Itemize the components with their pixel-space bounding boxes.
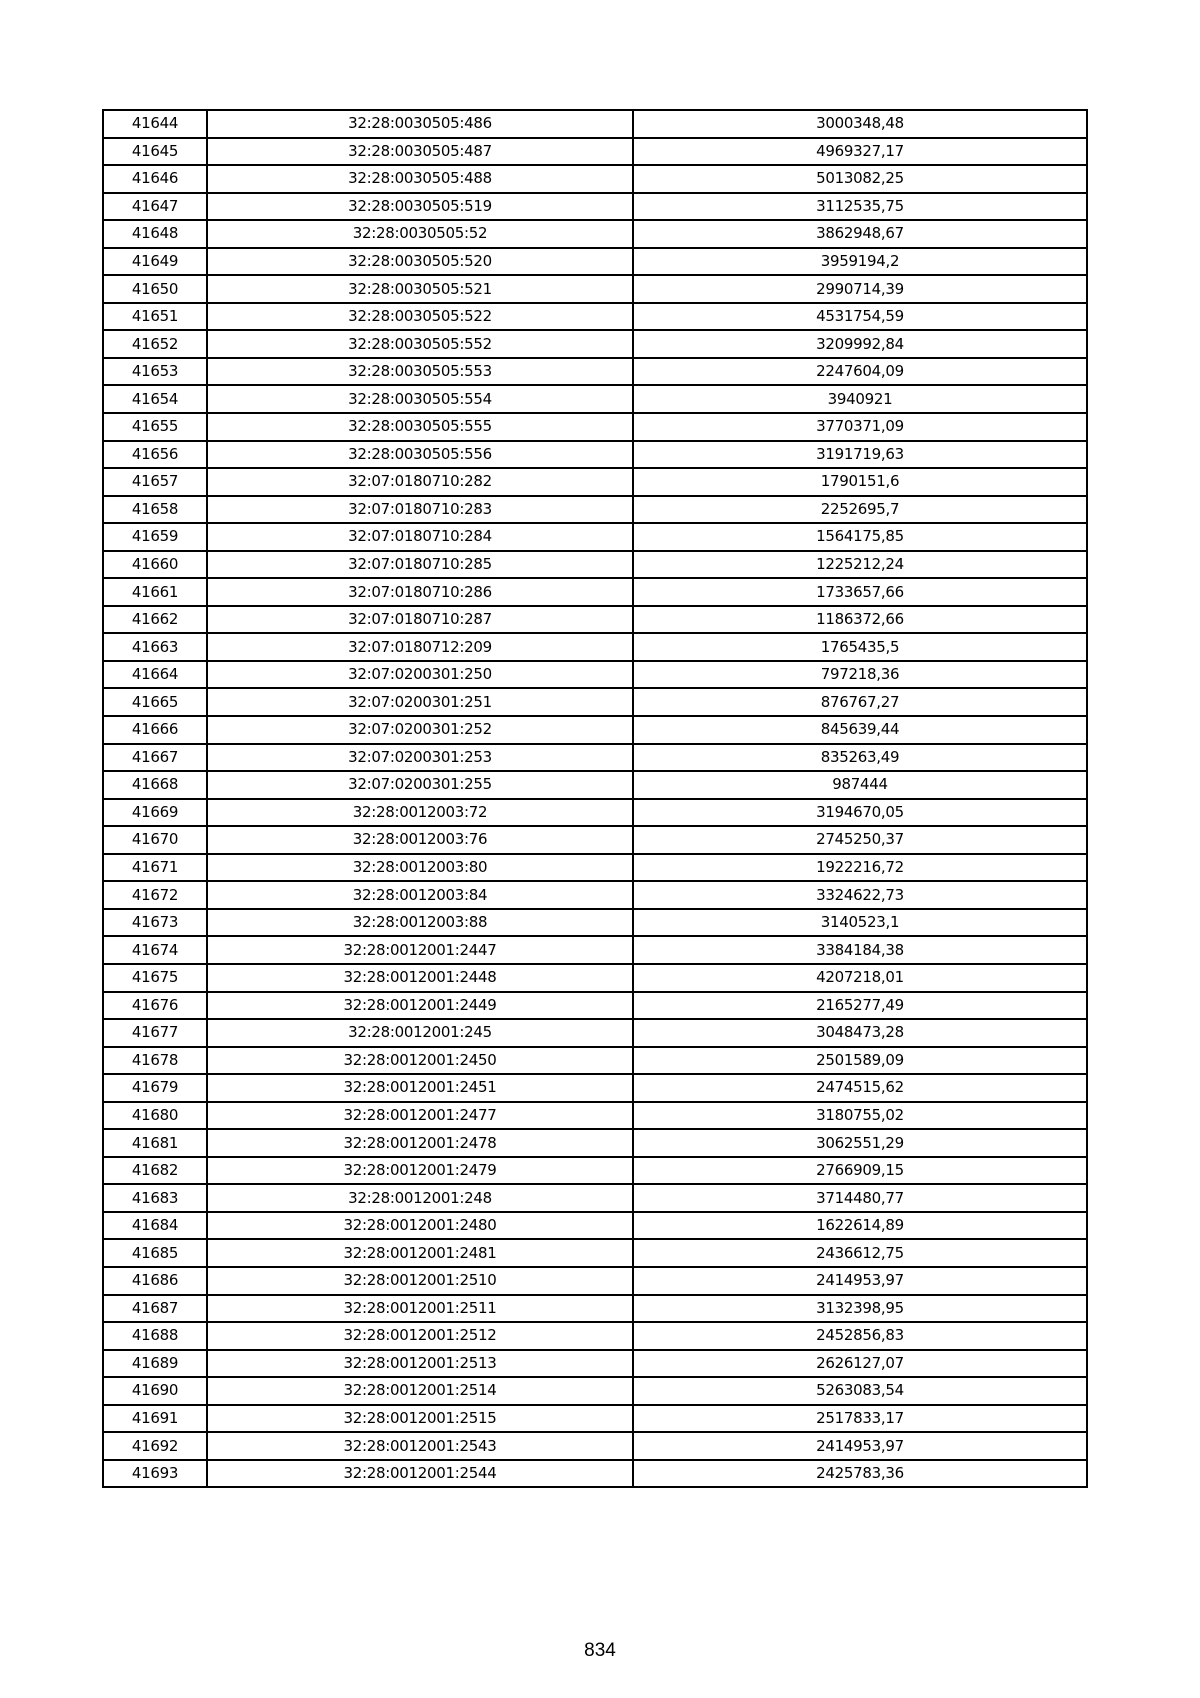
table-row — [103, 330, 1087, 358]
row-number-cell: 41672 — [103, 881, 207, 909]
cadastral-number-cell: 32:28:0012001:2511 — [207, 1295, 633, 1323]
cadastral-value-cell: 3191719,63 — [633, 441, 1087, 469]
cadastral-value-cell: 4531754,59 — [633, 303, 1087, 331]
row-number-cell: 41648 — [103, 220, 207, 248]
cadastral-value-cell: 876767,27 — [633, 688, 1087, 716]
cadastral-number-cell: 32:07:0200301:252 — [207, 716, 633, 744]
table-row — [103, 1432, 1087, 1460]
cadastral-value-cell: 1225212,24 — [633, 551, 1087, 579]
cadastral-number-cell: 32:28:0012001:2451 — [207, 1074, 633, 1102]
cadastral-number-cell: 32:07:0180710:286 — [207, 578, 633, 606]
row-number-cell: 41677 — [103, 1019, 207, 1047]
row-number-cell: 41667 — [103, 744, 207, 772]
cadastral-value-cell: 2501589,09 — [633, 1047, 1087, 1075]
row-number-cell: 41653 — [103, 358, 207, 386]
row-number-cell: 41685 — [103, 1239, 207, 1267]
table-row — [103, 854, 1087, 882]
row-number-cell: 41673 — [103, 909, 207, 937]
cadastral-number-cell: 32:07:0200301:250 — [207, 661, 633, 689]
row-number-cell: 41676 — [103, 992, 207, 1020]
row-number-cell: 41657 — [103, 468, 207, 496]
cadastral-value-cell: 797218,36 — [633, 661, 1087, 689]
cadastral-value-cell: 1186372,66 — [633, 606, 1087, 634]
cadastral-number-cell: 32:28:0030505:553 — [207, 358, 633, 386]
row-number-cell: 41661 — [103, 578, 207, 606]
table-row — [103, 606, 1087, 634]
cadastral-value-cell: 3324622,73 — [633, 881, 1087, 909]
table-row — [103, 193, 1087, 221]
cadastral-value-cell: 1733657,66 — [633, 578, 1087, 606]
cadastral-value-cell: 3048473,28 — [633, 1019, 1087, 1047]
cadastral-number-cell: 32:07:0200301:251 — [207, 688, 633, 716]
row-number-cell: 41666 — [103, 716, 207, 744]
cadastral-value-cell: 3862948,67 — [633, 220, 1087, 248]
row-number-cell: 41682 — [103, 1157, 207, 1185]
table-row — [103, 1460, 1087, 1488]
cadastral-value-cell: 3714480,77 — [633, 1184, 1087, 1212]
table-row — [103, 551, 1087, 579]
row-number-cell: 41645 — [103, 138, 207, 166]
table-row — [103, 1157, 1087, 1185]
cadastral-number-cell: 32:28:0012003:80 — [207, 854, 633, 882]
row-number-cell: 41652 — [103, 330, 207, 358]
table-row — [103, 1019, 1087, 1047]
cadastral-value-cell: 2474515,62 — [633, 1074, 1087, 1102]
row-number-cell: 41655 — [103, 413, 207, 441]
cadastral-value-cell: 3959194,2 — [633, 248, 1087, 276]
cadastral-value-cell: 5013082,25 — [633, 165, 1087, 193]
row-number-cell: 41658 — [103, 496, 207, 524]
table-row — [103, 165, 1087, 193]
cadastral-number-cell: 32:28:0012003:88 — [207, 909, 633, 937]
cadastral-number-cell: 32:07:0180710:287 — [207, 606, 633, 634]
cadastral-value-cell: 3940921 — [633, 385, 1087, 413]
row-number-cell: 41671 — [103, 854, 207, 882]
cadastral-value-cell: 2626127,07 — [633, 1350, 1087, 1378]
table-row — [103, 992, 1087, 1020]
cadastral-number-cell: 32:28:0012001:2513 — [207, 1350, 633, 1378]
cadastral-number-cell: 32:28:0012001:245 — [207, 1019, 633, 1047]
row-number-cell: 41654 — [103, 385, 207, 413]
cadastral-value-cell: 3194670,05 — [633, 799, 1087, 827]
cadastral-value-cell: 2247604,09 — [633, 358, 1087, 386]
cadastral-number-cell: 32:07:0180710:285 — [207, 551, 633, 579]
cadastral-number-cell: 32:28:0012001:2478 — [207, 1129, 633, 1157]
cadastral-value-cell: 1765435,5 — [633, 633, 1087, 661]
table-row — [103, 523, 1087, 551]
table-row — [103, 936, 1087, 964]
cadastral-number-cell: 32:07:0180712:209 — [207, 633, 633, 661]
cadastral-value-cell: 2766909,15 — [633, 1157, 1087, 1185]
cadastral-number-cell: 32:28:0012001:2450 — [207, 1047, 633, 1075]
cadastral-number-cell: 32:07:0200301:253 — [207, 744, 633, 772]
cadastral-number-cell: 32:28:0012001:2514 — [207, 1377, 633, 1405]
cadastral-number-cell: 32:28:0012003:76 — [207, 826, 633, 854]
table-row — [103, 661, 1087, 689]
row-number-cell: 41684 — [103, 1212, 207, 1240]
row-number-cell: 41663 — [103, 633, 207, 661]
cadastral-value-cell: 3209992,84 — [633, 330, 1087, 358]
cadastral-number-cell: 32:28:0012001:2447 — [207, 936, 633, 964]
table-row — [103, 1129, 1087, 1157]
cadastral-number-cell: 32:28:0012001:2515 — [207, 1405, 633, 1433]
cadastral-value-cell: 2452856,83 — [633, 1322, 1087, 1350]
cadastral-value-cell: 5263083,54 — [633, 1377, 1087, 1405]
table-row — [103, 1074, 1087, 1102]
cadastral-number-cell: 32:28:0030505:487 — [207, 138, 633, 166]
table-row — [103, 1047, 1087, 1075]
table-row — [103, 413, 1087, 441]
registry-table — [102, 109, 1088, 1488]
table-row — [103, 385, 1087, 413]
row-number-cell: 41651 — [103, 303, 207, 331]
cadastral-value-cell: 3770371,09 — [633, 413, 1087, 441]
cadastral-number-cell: 32:28:0030505:486 — [207, 110, 633, 138]
row-number-cell: 41659 — [103, 523, 207, 551]
table-row — [103, 909, 1087, 937]
table-row — [103, 716, 1087, 744]
row-number-cell: 41691 — [103, 1405, 207, 1433]
cadastral-value-cell: 3180755,02 — [633, 1102, 1087, 1130]
cadastral-number-cell: 32:28:0030505:552 — [207, 330, 633, 358]
cadastral-number-cell: 32:07:0180710:282 — [207, 468, 633, 496]
row-number-cell: 41681 — [103, 1129, 207, 1157]
row-number-cell: 41692 — [103, 1432, 207, 1460]
cadastral-value-cell: 2436612,75 — [633, 1239, 1087, 1267]
row-number-cell: 41644 — [103, 110, 207, 138]
row-number-cell: 41678 — [103, 1047, 207, 1075]
cadastral-number-cell: 32:28:0030505:52 — [207, 220, 633, 248]
table-row — [103, 358, 1087, 386]
row-number-cell: 41649 — [103, 248, 207, 276]
cadastral-number-cell: 32:28:0030505:520 — [207, 248, 633, 276]
table-row — [103, 578, 1087, 606]
row-number-cell: 41674 — [103, 936, 207, 964]
row-number-cell: 41656 — [103, 441, 207, 469]
row-number-cell: 41683 — [103, 1184, 207, 1212]
cadastral-number-cell: 32:28:0030505:522 — [207, 303, 633, 331]
cadastral-number-cell: 32:28:0030505:554 — [207, 385, 633, 413]
cadastral-number-cell: 32:28:0012001:2477 — [207, 1102, 633, 1130]
cadastral-value-cell: 2990714,39 — [633, 275, 1087, 303]
cadastral-number-cell: 32:07:0180710:284 — [207, 523, 633, 551]
table-row — [103, 248, 1087, 276]
row-number-cell: 41670 — [103, 826, 207, 854]
cadastral-value-cell: 1622614,89 — [633, 1212, 1087, 1240]
row-number-cell: 41647 — [103, 193, 207, 221]
table-row — [103, 1212, 1087, 1240]
table-row — [103, 881, 1087, 909]
row-number-cell: 41668 — [103, 771, 207, 799]
cadastral-value-cell: 4969327,17 — [633, 138, 1087, 166]
cadastral-number-cell: 32:28:0012001:2543 — [207, 1432, 633, 1460]
row-number-cell: 41679 — [103, 1074, 207, 1102]
table-row — [103, 496, 1087, 524]
table-row — [103, 1350, 1087, 1378]
registry-table-body — [103, 110, 1087, 1487]
table-row — [103, 220, 1087, 248]
cadastral-number-cell: 32:28:0012003:72 — [207, 799, 633, 827]
cadastral-value-cell: 2252695,7 — [633, 496, 1087, 524]
cadastral-number-cell: 32:28:0030505:519 — [207, 193, 633, 221]
cadastral-number-cell: 32:28:0012001:2512 — [207, 1322, 633, 1350]
cadastral-number-cell: 32:28:0012001:2544 — [207, 1460, 633, 1488]
cadastral-value-cell: 835263,49 — [633, 744, 1087, 772]
table-row — [103, 826, 1087, 854]
cadastral-value-cell: 987444 — [633, 771, 1087, 799]
table-row — [103, 1405, 1087, 1433]
cadastral-number-cell: 32:28:0012003:84 — [207, 881, 633, 909]
cadastral-value-cell: 1564175,85 — [633, 523, 1087, 551]
table-row — [103, 1377, 1087, 1405]
row-number-cell: 41687 — [103, 1295, 207, 1323]
cadastral-value-cell: 2517833,17 — [633, 1405, 1087, 1433]
table-row — [103, 468, 1087, 496]
cadastral-value-cell: 4207218,01 — [633, 964, 1087, 992]
cadastral-value-cell: 3384184,38 — [633, 936, 1087, 964]
table-row — [103, 110, 1087, 138]
table-row — [103, 138, 1087, 166]
cadastral-value-cell: 3132398,95 — [633, 1295, 1087, 1323]
cadastral-number-cell: 32:07:0200301:255 — [207, 771, 633, 799]
cadastral-value-cell: 3062551,29 — [633, 1129, 1087, 1157]
table-row — [103, 744, 1087, 772]
cadastral-value-cell: 3140523,1 — [633, 909, 1087, 937]
cadastral-value-cell: 2414953,97 — [633, 1267, 1087, 1295]
cadastral-number-cell: 32:28:0012001:2449 — [207, 992, 633, 1020]
table-row — [103, 1322, 1087, 1350]
table-row — [103, 799, 1087, 827]
row-number-cell: 41680 — [103, 1102, 207, 1130]
table-row — [103, 303, 1087, 331]
table-row — [103, 1239, 1087, 1267]
row-number-cell: 41689 — [103, 1350, 207, 1378]
table-row — [103, 964, 1087, 992]
cadastral-value-cell: 2414953,97 — [633, 1432, 1087, 1460]
row-number-cell: 41688 — [103, 1322, 207, 1350]
cadastral-number-cell: 32:28:0030505:555 — [207, 413, 633, 441]
table-row — [103, 688, 1087, 716]
cadastral-value-cell: 3112535,75 — [633, 193, 1087, 221]
cadastral-number-cell: 32:28:0012001:2481 — [207, 1239, 633, 1267]
row-number-cell: 41646 — [103, 165, 207, 193]
table-row — [103, 1102, 1087, 1130]
row-number-cell: 41669 — [103, 799, 207, 827]
cadastral-number-cell: 32:28:0012001:2510 — [207, 1267, 633, 1295]
cadastral-value-cell: 1922216,72 — [633, 854, 1087, 882]
cadastral-value-cell: 2745250,37 — [633, 826, 1087, 854]
cadastral-number-cell: 32:28:0012001:248 — [207, 1184, 633, 1212]
table-row — [103, 771, 1087, 799]
cadastral-number-cell: 32:07:0180710:283 — [207, 496, 633, 524]
table-row — [103, 441, 1087, 469]
row-number-cell: 41650 — [103, 275, 207, 303]
cadastral-number-cell: 32:28:0012001:2479 — [207, 1157, 633, 1185]
row-number-cell: 41660 — [103, 551, 207, 579]
cadastral-number-cell: 32:28:0030505:488 — [207, 165, 633, 193]
cadastral-value-cell: 1790151,6 — [633, 468, 1087, 496]
row-number-cell: 41686 — [103, 1267, 207, 1295]
row-number-cell: 41690 — [103, 1377, 207, 1405]
cadastral-number-cell: 32:28:0030505:556 — [207, 441, 633, 469]
cadastral-value-cell: 2425783,36 — [633, 1460, 1087, 1488]
table-row — [103, 633, 1087, 661]
cadastral-value-cell: 3000348,48 — [633, 110, 1087, 138]
cadastral-number-cell: 32:28:0012001:2448 — [207, 964, 633, 992]
table-row — [103, 275, 1087, 303]
row-number-cell: 41662 — [103, 606, 207, 634]
table-row — [103, 1295, 1087, 1323]
cadastral-value-cell: 845639,44 — [633, 716, 1087, 744]
table-row — [103, 1184, 1087, 1212]
cadastral-value-cell: 2165277,49 — [633, 992, 1087, 1020]
page-number: 834 — [584, 1640, 616, 1661]
cadastral-number-cell: 32:28:0030505:521 — [207, 275, 633, 303]
row-number-cell: 41693 — [103, 1460, 207, 1488]
row-number-cell: 41664 — [103, 661, 207, 689]
cadastral-number-cell: 32:28:0012001:2480 — [207, 1212, 633, 1240]
row-number-cell: 41665 — [103, 688, 207, 716]
row-number-cell: 41675 — [103, 964, 207, 992]
table-row — [103, 1267, 1087, 1295]
